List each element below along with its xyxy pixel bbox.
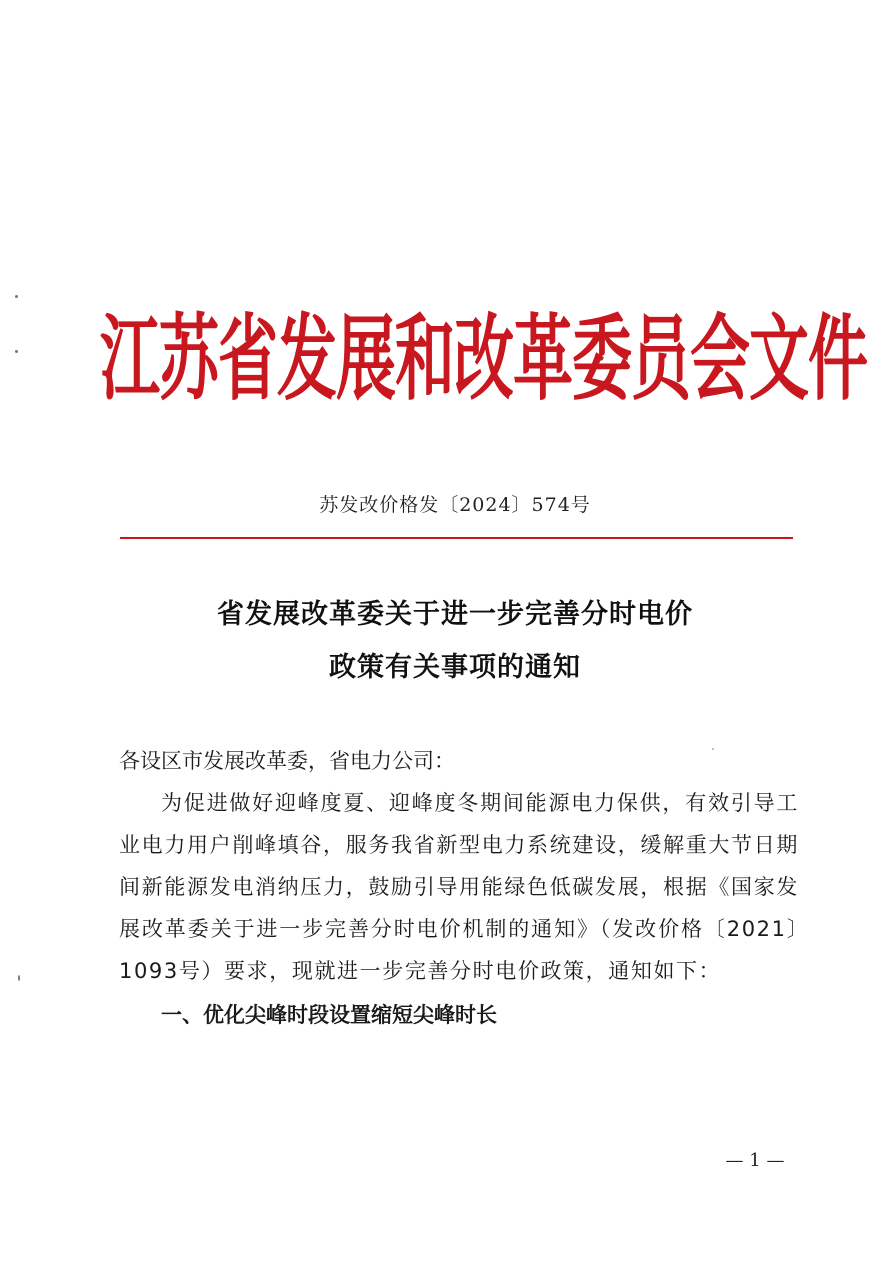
- section-heading: 一、优化尖峰时段设置缩短尖峰时长: [161, 1003, 497, 1027]
- body-paragraph: 为促进做好迎峰度夏、迎峰度冬期间能源电力保供，有效引导工业电力用户削峰填谷，服务我省新型电力系统建设，缓解重大节日期间新能源发电消纳压力，鼓励引导用能绿色低碳发展，根据《国家发展改革委关于进一步完善分时电价机制的通知》（发改价格〔2021〕1093号）要求，现就进一步完善分时电价政策，通知如下：: [119, 791, 799, 983]
- scan-artifact: [15, 295, 18, 298]
- document-number: 苏发改价格发〔2024〕574号: [319, 494, 591, 516]
- page-number: — 1 —: [725, 1150, 785, 1171]
- red-divider-line: [120, 537, 793, 539]
- document-title-line-1: 省发展改革委关于进一步完善分时电价: [217, 599, 693, 630]
- document-masthead: 江苏省发展和改革委员会文件: [100, 305, 867, 415]
- document-body: [119, 740, 799, 1036]
- document-title-line-2: 政策有关事项的通知: [329, 652, 581, 683]
- scan-artifact: [18, 975, 20, 981]
- salutation: 各设区市发展改革委，省电力公司：: [119, 749, 455, 773]
- scan-artifact: [15, 350, 18, 353]
